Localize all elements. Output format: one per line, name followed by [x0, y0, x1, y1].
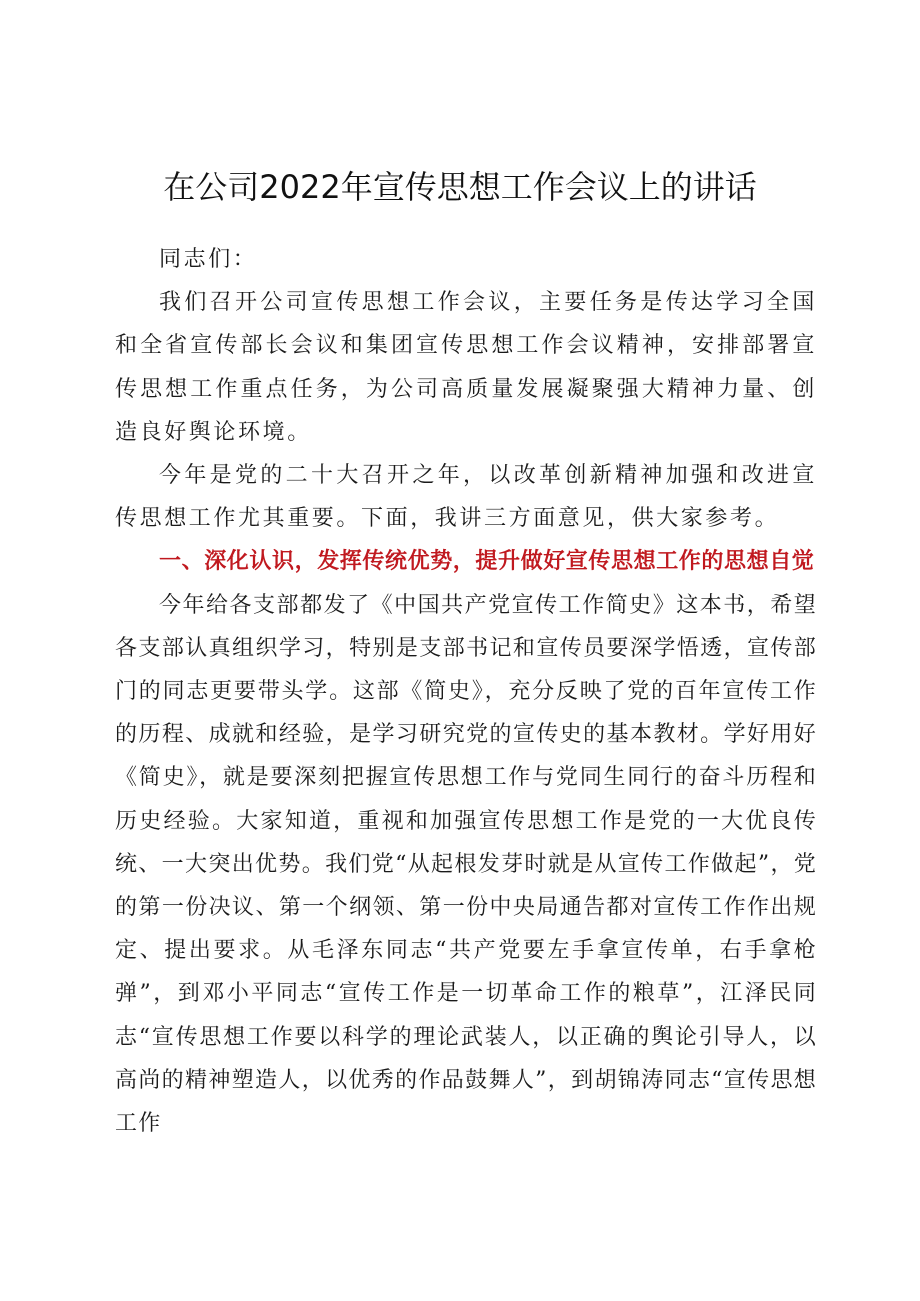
document-body — [115, 238, 817, 1145]
intro-paragraph: 我们召开公司宣传思想工作会议，主要任务是传达学习全国和全省宣传部长会议和集团宣传思想工作会议精神，安排部署宣传思想工作重点任务，为公司高质量发展凝聚强大精神力量、创造良好舆论环境。 — [115, 290, 817, 445]
page-title: 在公司2022年宣传思想工作会议上的讲话 — [163, 168, 757, 206]
section-paragraph: 今年给各支部都发了《中国共产党宣传工作简史》这本书，希望各支部认真组织学习，特别是支部书记和宣传员要深学悟透，宣传部门的同志更要带头学。这部《简史》，充分反映了党的百年宣传工作的历程、成就和经验，是学习研究党的宣传史的基本教材。学好用好《简史》，就是要深刻把握宣传思想工作与党同生同行的奋斗历程和历史经验。大家知道，重视和加强宣传思想工作是党的一大优良传统、一大突出优势。我们党“从起根发芽时就是从宣传工作做起”，党的第一份决议、第一个纲领、第一份中央局通告都对宣传工作作出规定、提出要求。从毛泽东同志“共产党要左手拿宣传单，右手拿枪弹”，到邓小平同志“宣传工作是一切革命工作的粮草”，江泽民同志“宣传思想工作要以科学的理论武装人，以正确的舆论引导人，以高尚的精神塑造人，以优秀的作品鼓舞人”，到胡锦涛同志“宣传思想工作 — [115, 592, 817, 1137]
section-heading: 一、深化认识，发挥传统优势，提升做好宣传思想工作的思想自觉 — [159, 549, 815, 575]
greeting: 同志们： — [159, 247, 258, 272]
context-paragraph: 今年是党的二十大召开之年，以改革创新精神加强和改进宣传思想工作尤其重要。下面，我讲三方面意见，供大家参考。 — [115, 463, 817, 532]
